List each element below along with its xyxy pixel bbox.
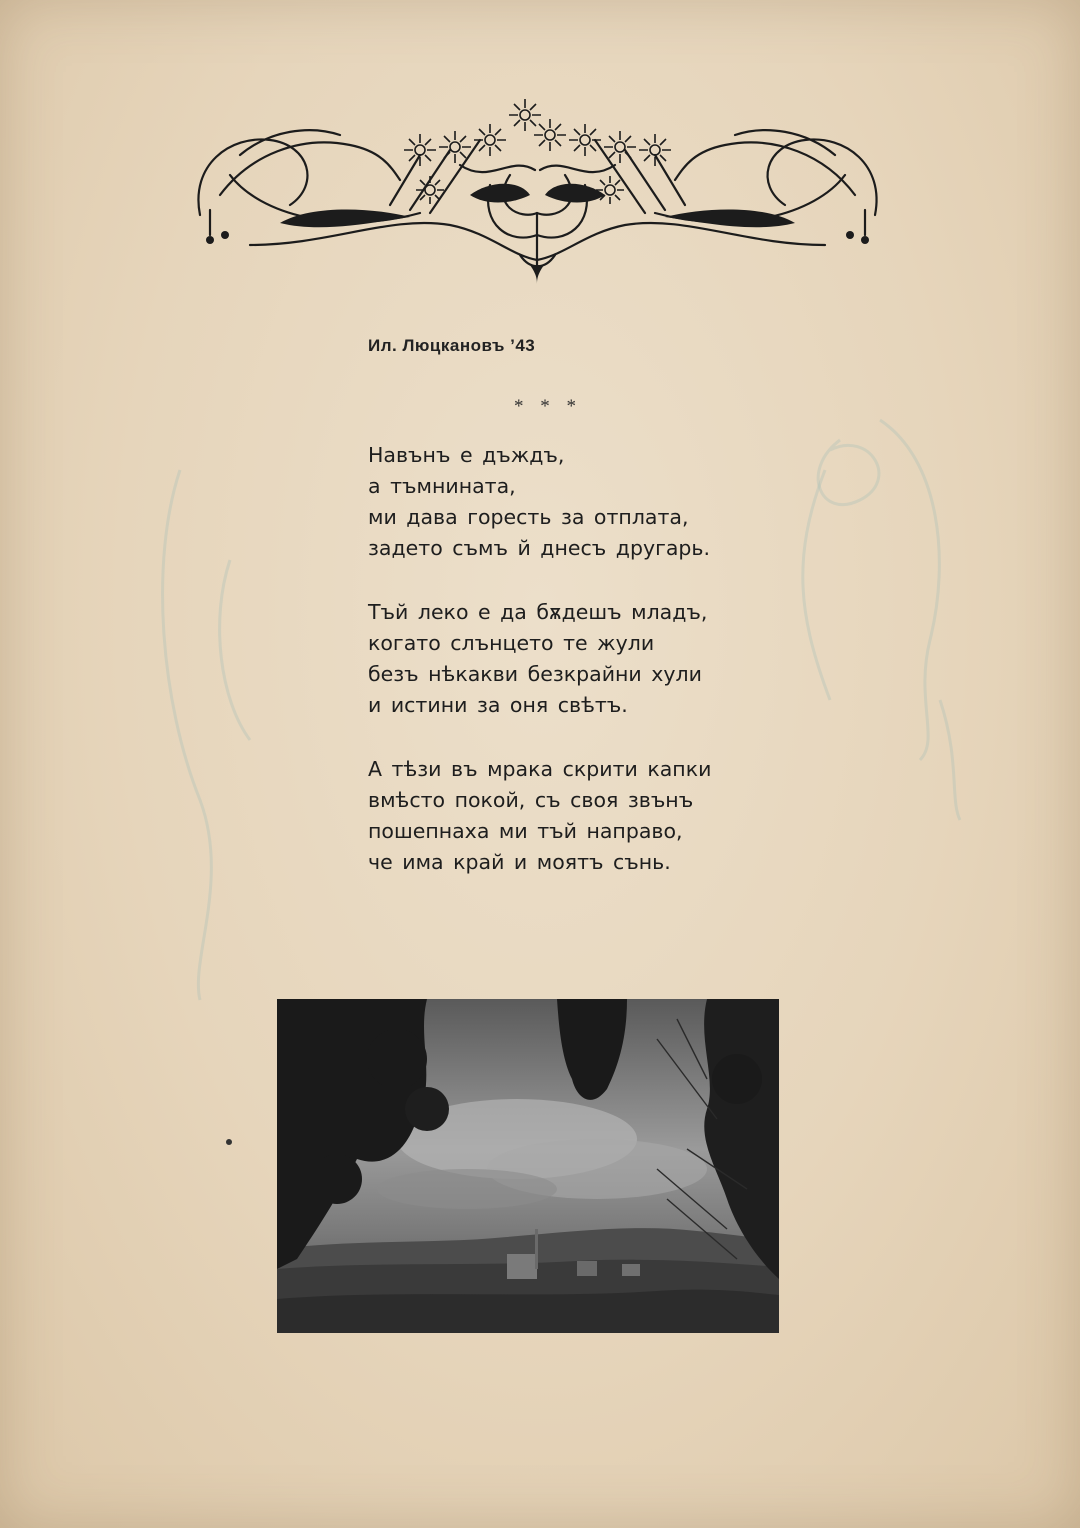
poem-line: а тъмнината,: [368, 474, 516, 498]
poem-line: че има край и моятъ сънь.: [368, 850, 671, 874]
poem-line: и истини за оня свѣтъ.: [368, 693, 628, 717]
poem-line: безъ нѣкакви безкрайни хули: [368, 662, 702, 686]
stanza-1: [368, 440, 748, 564]
section-separator: * * *: [514, 396, 582, 417]
paper-speck: [226, 1139, 232, 1145]
poem-line: ми дава горесть за отплата,: [368, 505, 689, 529]
poem-line: пошепнаха ми тъй направо,: [368, 819, 683, 843]
poem: [368, 440, 748, 911]
stanza-3: [368, 754, 748, 878]
stanza-2: [368, 597, 748, 721]
author-line: Ил. Люцкановъ ’43: [368, 336, 536, 355]
art-nouveau-floral-header-icon: [190, 95, 885, 285]
poem-line: когато слънцето те жули: [368, 631, 655, 655]
landscape-photo-icon: [277, 999, 779, 1333]
poem-line: Тъй леко е да бѫдешъ младъ,: [368, 600, 708, 624]
poem-line: вмѣсто покой, съ своя звънъ: [368, 788, 694, 812]
poem-line: А тѣзи въ мрака скрити капки: [368, 757, 712, 781]
poem-line: Навънъ е дъждъ,: [368, 443, 565, 467]
poem-line: задето съмъ й днесъ другарь.: [368, 536, 711, 560]
